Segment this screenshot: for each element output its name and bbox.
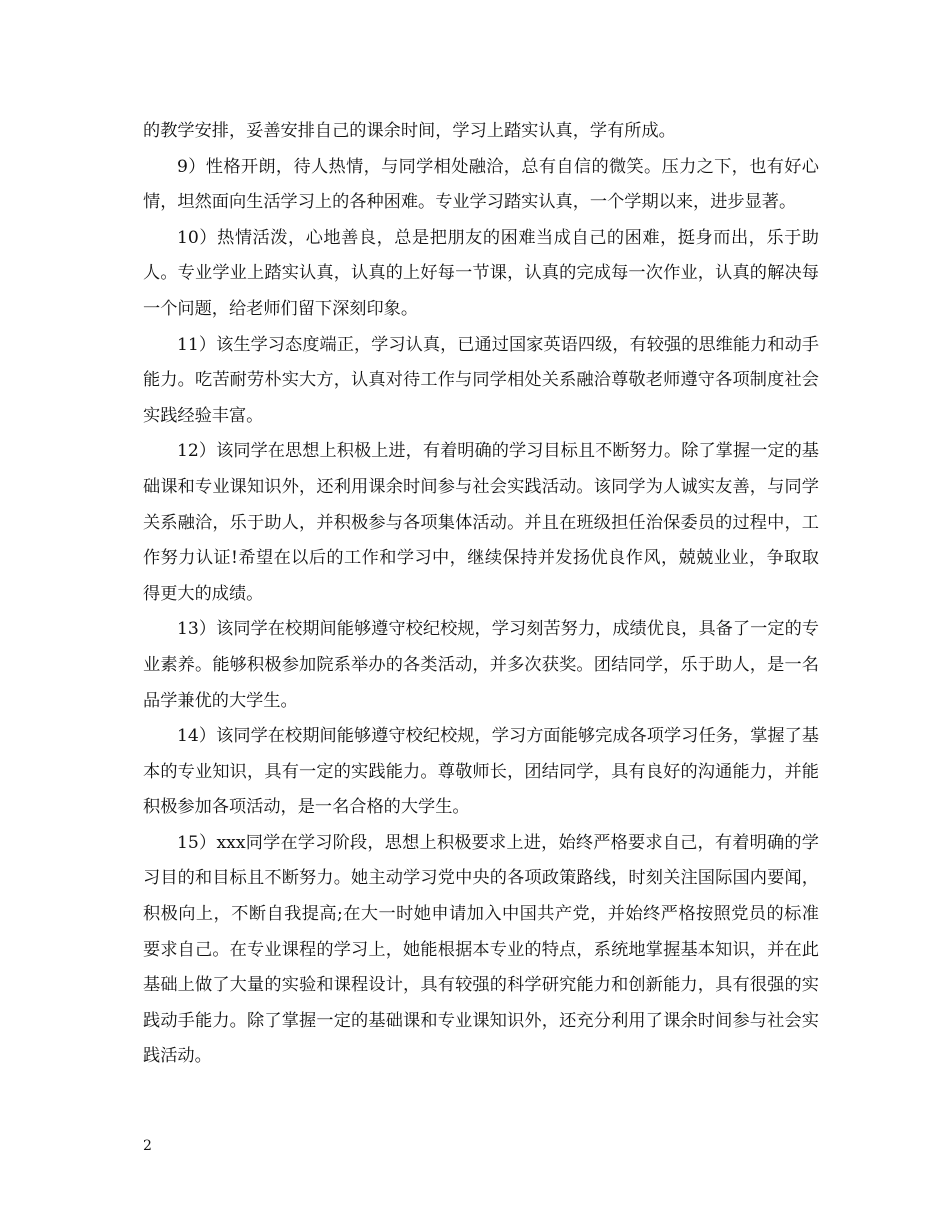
paragraph-continuation: 的教学安排，妥善安排自己的课余时间，学习上踏实认真，学有所成。 — [143, 121, 676, 141]
document-body — [143, 114, 819, 1075]
paragraph-item-9: 9）性格开朗，待人热情，与同学相处融洽，总有自信的微笑。压力之下，也有好心情，坦然面向生活学习上的各种困难。专业学习踏实认真，一个学期以来，进步显著。 — [143, 156, 819, 213]
paragraph-item-15: 15）xxx同学在学习阶段，思想上积极要求上进，始终严格要求自己，有着明确的学习目的和目标且不断努力。她主动学习党中央的各项政策路线，时刻关注国际国内要闻，积极向上，不断自我提高;在大一时她申请加入中国共产党，并始终严格按照党员的标准要求自己。在专业课程的学习上，她能根据本专业的特点，系统地掌握基本知识，并在此基础上做了大量的实验和课程设计，具有较强的科学研究能力和创新能力，具有很强的实践动手能力。除了掌握一定的基础课和专业课知识外，还充分利用了课余时间参与社会实践活动。 — [143, 832, 819, 1067]
paragraph-item-10: 10）热情活泼，心地善良，总是把朋友的困难当成自己的困难，挺身而出，乐于助人。专业学业上踏实认真，认真的上好每一节课，认真的完成每一次作业，认真的解决每一个问题，给老师们留下深刻印象。 — [143, 227, 819, 319]
page-number: 2 — [143, 1138, 152, 1154]
paragraph-item-13: 13）该同学在校期间能够遵守校纪校规，学习刻苦努力，成绩优良，具备了一定的专业素养。能够积极参加院系举办的各类活动，并多次获奖。团结同学，乐于助人，是一名品学兼优的大学生。 — [143, 619, 819, 711]
paragraph-item-14: 14）该同学在校期间能够遵守校纪校规，学习方面能够完成各项学习任务，掌握了基本的专业知识，具有一定的实践能力。尊敬师长，团结同学，具有良好的沟通能力，并能积极参加各项活动，是一名合格的大学生。 — [143, 726, 819, 818]
paragraph-item-11: 11）该生学习态度端正，学习认真，已通过国家英语四级，有较强的思维能力和动手能力。吃苦耐劳朴实大方，认真对待工作与同学相处关系融洽尊敬老师遵守各项制度社会实践经验丰富。 — [143, 334, 819, 426]
paragraph-item-12: 12）该同学在思想上积极上进，有着明确的学习目标且不断努力。除了掌握一定的基础课和专业课知识外，还利用课余时间参与社会实践活动。该同学为人诚实友善，与同学关系融洽，乐于助人，并积极参与各项集体活动。并且在班级担任治保委员的过程中，工作努力认证!希望在以后的工作和学习中，继续保持并发扬优良作风，兢兢业业，争取取得更大的成绩。 — [143, 441, 819, 604]
